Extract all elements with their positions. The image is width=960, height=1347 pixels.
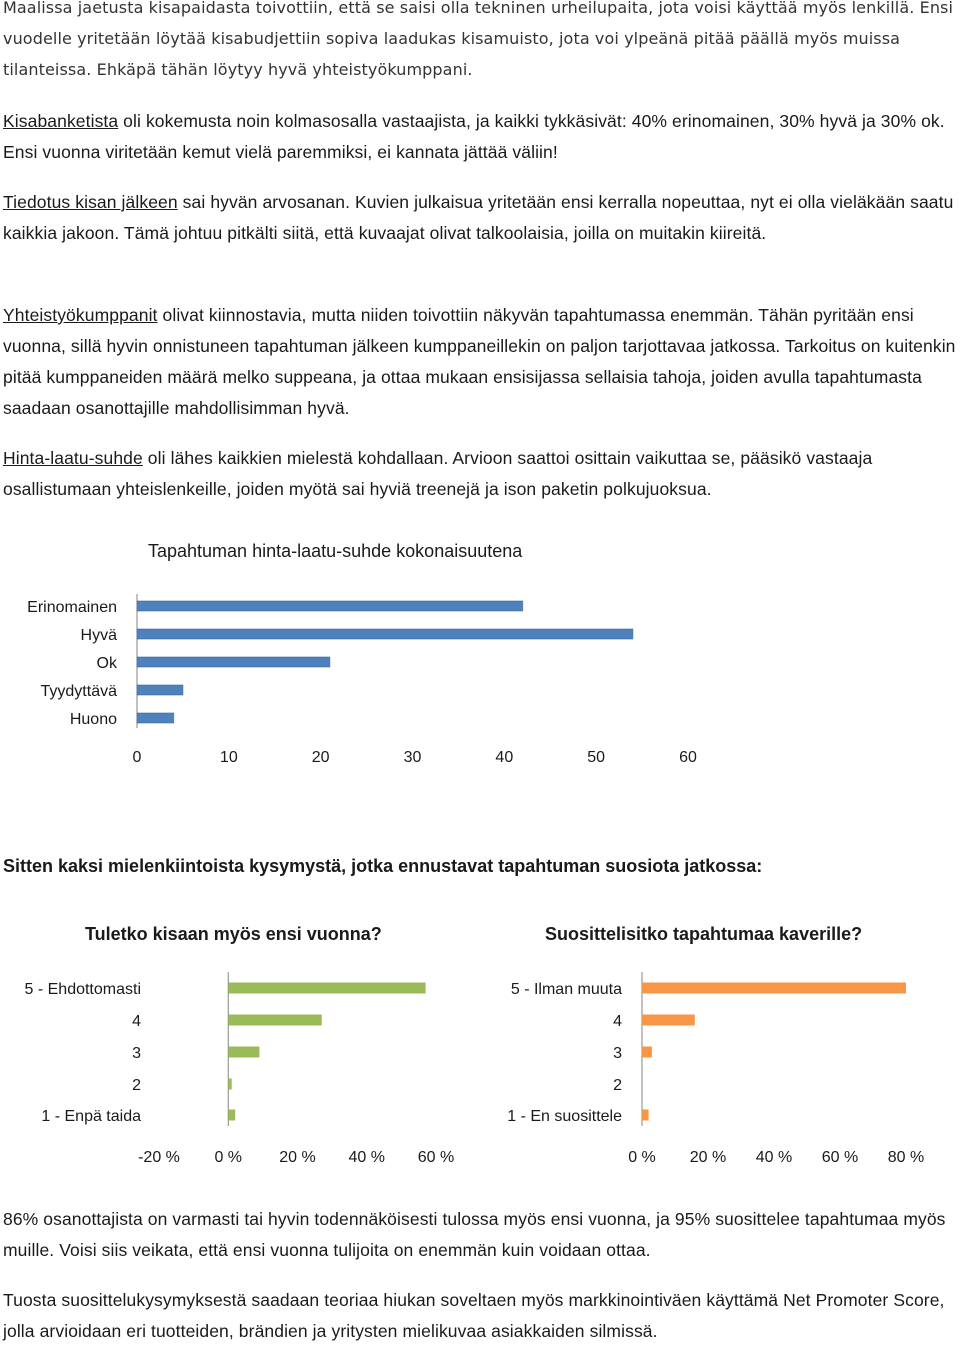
chart-title: Tuletko kisaan myös ensi vuonna?: [85, 924, 382, 944]
tick-label: 40 %: [348, 1149, 385, 1166]
bar: [137, 713, 174, 723]
category-label: 3: [613, 1045, 622, 1062]
paragraph-lead: Yhteistyökumppanit: [3, 305, 158, 325]
bar: [642, 1110, 649, 1121]
paragraph-kisapaita: Maalissa jaetusta kisapaidasta toivottiin, että se saisi olla tekninen urheilupaita, jota voisi käyttää myös lenkillä. Ensi vuodelle yritetään löytää kisabudjettiin sopiva laadukas kisamuisto, jota voi ylpeänä pitää päällä myös muissa tilanteissa. Ehkäpä tähän löytyy hyvä yhteistyökumppani.: [3, 0, 954, 79]
chart-price-quality: [27, 594, 697, 766]
tick-label: 40 %: [755, 1149, 793, 1166]
category-label: 5 - Ilman muuta: [510, 981, 622, 998]
bar: [228, 1015, 321, 1026]
paragraph-lead: Hinta-laatu-suhde: [3, 448, 143, 468]
tick-label: 0 %: [214, 1149, 243, 1166]
chart-next-year: [25, 972, 455, 1166]
tick-label: 80 %: [887, 1149, 925, 1166]
bar: [137, 629, 633, 639]
paragraph-body: olivat kiinnostavia, mutta niiden toivottiin näkyvän tapahtumassa enemmän. Tähän pyritään ensi vuonna, sillä hyvin onnistuneen tapahtuman jälkeen kumppaneillekin on paljon tarjottavaa jatkossa. Tarkoitus on kuitenkin pitää kumppaneiden määrä melko suppeana, ja ottaa mukaan ensisijassa sellaisia tahoja, joiden avulla tapahtumasta saadaan osanottajille mahdollisimman hyvä.: [3, 305, 956, 418]
tick-label: 60 %: [821, 1149, 859, 1166]
paragraph-summary: 86% osanottajista on varmasti tai hyvin todennäköisesti tulossa myös ensi vuonna, ja 95% suosittelee tapahtumaa myös muille. Voisi siis veikata, että ensi vuonna tulijoita on enemmän kuin voidaan ottaa.: [3, 1209, 946, 1260]
tick-label: 60: [679, 749, 697, 766]
tick-label: 20 %: [279, 1149, 316, 1166]
category-label: 1 - Enpä taida: [41, 1108, 141, 1125]
tick-label: 20 %: [689, 1149, 727, 1166]
chart-title: Tapahtuman hinta-laatu-suhde kokonaisuutena: [148, 541, 523, 561]
bar: [642, 983, 906, 994]
category-label: 1 - En suosittele: [507, 1108, 622, 1125]
tick-label: 50: [587, 749, 606, 766]
bar: [228, 1110, 235, 1121]
paragraph-body: sai hyvän arvosanan. Kuvien julkaisua yritetään ensi kerralla nopeuttaa, nyt ei olla vieläkään saatu kaikkia jakoon. Tämä johtuu pitkälti siitä, että kuvaajat olivat talkoolaisia, joilla on muitakin kiireitä.: [3, 192, 954, 243]
paragraph-body: oli kokemusta noin kolmasosalla vastaajista, ja kaikki tykkäsivät: 40% erinomainen, 30% hyvä ja 30% ok. Ensi vuonna viritetään kemut vielä paremmiksi, ei kannata jättää väliin!: [3, 111, 945, 162]
paragraph-body: oli lähes kaikkien mielestä kohdallaan. Arvioon saattoi osittain vaikuttaa se, pääsikö vastaaja osallistumaan yhteislenkeille, joiden myötä sai hyviä treenejä ja ison paketin polkujuoksua.: [3, 448, 873, 499]
category-label: 4: [613, 1013, 622, 1030]
section-heading: Sitten kaksi mielenkiintoista kysymystä, jotka ennustavat tapahtuman suosiota jatkossa:: [3, 856, 763, 876]
chart-title: Suosittelisitko tapahtumaa kaverille?: [545, 924, 863, 944]
category-label: 3: [132, 1045, 141, 1062]
category-label: 2: [132, 1077, 141, 1094]
bar: [642, 1047, 652, 1058]
category-label: 4: [132, 1013, 141, 1030]
category-label: Hyvä: [80, 627, 117, 644]
bar: [228, 983, 425, 994]
category-label: Huono: [69, 711, 117, 728]
bar: [137, 657, 330, 667]
bar: [228, 1047, 259, 1058]
tick-label: -20 %: [138, 1149, 180, 1166]
category-label: Tyydyttävä: [40, 683, 117, 700]
bar: [137, 685, 183, 695]
paragraph-lead: Kisabanketista: [3, 111, 119, 131]
tick-label: 20: [311, 749, 330, 766]
paragraph-lead: Tiedotus kisan jälkeen: [3, 192, 178, 212]
paragraph-nps: Tuosta suosittelukysymyksestä saadaan teoriaa hiukan soveltaen myös markkinointiväen käyttämä Net Promoter Score, jolla arvioidaan eri tuotteiden, brändien ja yritysten mielikuvaa asiakkaiden silmissä.: [3, 1290, 945, 1341]
tick-label: 0 %: [628, 1149, 656, 1166]
bar: [228, 1079, 231, 1090]
bar: [137, 601, 523, 611]
tick-label: 30: [403, 749, 422, 766]
category-label: 5 - Ehdottomasti: [24, 981, 141, 998]
bar: [642, 1015, 695, 1026]
category-label: Erinomainen: [27, 599, 117, 616]
tick-label: 60 %: [417, 1149, 455, 1166]
category-label: 2: [613, 1077, 622, 1094]
tick-label: 10: [219, 749, 238, 766]
tick-label: 40: [495, 749, 514, 766]
chart-recommend: [507, 972, 924, 1166]
tick-label: 0: [132, 749, 142, 766]
category-label: Ok: [96, 655, 117, 672]
